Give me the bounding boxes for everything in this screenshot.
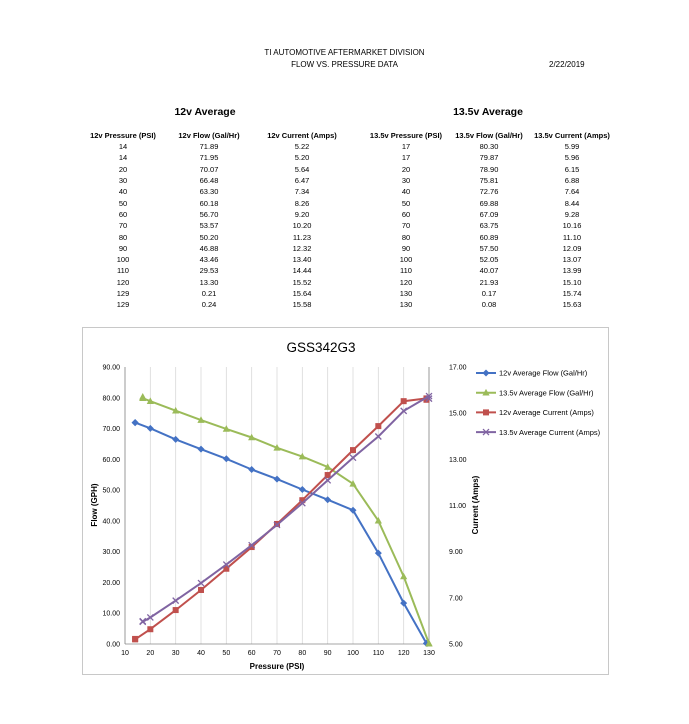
table-cell: 40 (118, 187, 128, 197)
data-point (223, 455, 230, 462)
header-line-1: TI AUTOMOTIVE AFTERMARKET DIVISION (264, 48, 425, 57)
chart-title: GSS342G3 (286, 340, 356, 355)
table-cell: 15.10 (562, 277, 582, 287)
table-cell: 57.50 (479, 243, 499, 253)
table-cell: 6.88 (564, 176, 580, 186)
table-cell: 69.88 (479, 198, 499, 208)
table-header: 13.5v Flow (Gal/Hr) (455, 131, 523, 140)
table-header: 12v Flow (Gal/Hr) (178, 131, 240, 140)
y-tick-label: 40.00 (102, 518, 120, 526)
table-cell: 80 (401, 232, 411, 242)
header-line-2: FLOW VS. PRESSURE DATA (291, 60, 398, 69)
data-point (198, 446, 205, 453)
table-cell: 13.99 (562, 266, 582, 276)
x-tick-label: 120 (397, 650, 410, 657)
table-cell: 70 (401, 221, 411, 231)
table-cell: 46.88 (199, 243, 219, 253)
data-point (401, 398, 407, 404)
x-tick-label: 100 (347, 650, 359, 657)
table-cell: 50 (401, 198, 411, 208)
data-point (375, 423, 381, 429)
y-tick-label: 10.00 (102, 610, 120, 618)
y-tick-label: 60.00 (102, 456, 120, 464)
table-header: 12v Pressure (PSI) (90, 131, 156, 140)
table-cell: 60.89 (479, 232, 499, 242)
table-cell: 100 (116, 255, 130, 265)
table-cell: 14 (118, 153, 128, 163)
table-cell: 72.76 (479, 187, 499, 197)
data-point (132, 636, 138, 642)
table-cell: 15.52 (292, 277, 312, 287)
y2-tick-label: 11.00 (449, 503, 466, 510)
table-cell: 50 (118, 198, 128, 208)
y-tick-label: 70.00 (102, 426, 120, 434)
data-point (140, 619, 146, 625)
table-cell: 14.44 (292, 266, 312, 276)
table-cell: 17 (401, 153, 411, 163)
table-cell: 15.74 (562, 289, 582, 298)
x-tick-label: 10 (121, 650, 129, 657)
data-point (350, 447, 356, 453)
legend-label: 13.5v Average Flow (Gal/Hr) (499, 388, 594, 398)
table-cell: 0.17 (481, 289, 497, 298)
x-tick-label: 90 (323, 650, 332, 657)
table-cell: 71.95 (199, 153, 219, 163)
table-cell: 100 (399, 255, 413, 265)
table-cell: 14 (118, 142, 128, 152)
table-cell: 12.09 (562, 243, 582, 253)
y-tick-label: 0.00 (106, 641, 120, 649)
y2-tick-label: 15.00 (449, 410, 467, 418)
data-point (173, 607, 179, 613)
x-tick-label: 40 (197, 650, 205, 657)
x-axis-label: Pressure (PSI) (249, 662, 305, 671)
legend-label: 12v Average Current (Amps) (499, 408, 594, 418)
y2-tick-label: 7.00 (449, 595, 463, 603)
x-tick-label: 60 (247, 650, 256, 657)
y-tick-label: 90.00 (102, 364, 120, 372)
table-cell: 7.34 (294, 187, 310, 197)
table-cell: 5.20 (294, 153, 310, 163)
y-axis-label: Flow (GPH) (90, 483, 99, 527)
table-cell: 5.96 (564, 153, 580, 163)
table-cell: 13.30 (199, 277, 219, 287)
table-cell: 53.57 (199, 221, 219, 231)
report-date: 2/22/2019 (549, 60, 585, 69)
data-point (147, 626, 153, 632)
table-cell: 21.93 (479, 277, 499, 287)
table-cell: 8.44 (564, 198, 580, 208)
y-tick-label: 80.00 (102, 395, 120, 403)
table-cell: 130 (399, 289, 413, 298)
table-cell: 52.05 (479, 255, 499, 265)
table-cell: 6.15 (564, 164, 580, 174)
table-cell: 20 (401, 164, 411, 174)
table-cell: 5.99 (564, 142, 580, 152)
legend-marker (483, 409, 489, 415)
table-cell: 9.28 (564, 209, 580, 219)
x-tick-label: 80 (298, 650, 307, 657)
table-cell: 13.07 (562, 255, 582, 265)
table-cell: 8.26 (294, 198, 310, 208)
y-tick-label: 20.00 (102, 579, 120, 587)
table-cell: 80.30 (479, 142, 499, 152)
x-tick-label: 30 (171, 650, 180, 657)
table-cell: 17 (401, 142, 411, 152)
table-cell: 90 (118, 243, 128, 253)
table-cell: 80 (118, 232, 128, 242)
x-tick-label: 110 (372, 650, 384, 657)
y2-tick-label: 13.00 (449, 456, 467, 464)
table-cell: 110 (400, 266, 412, 276)
x-tick-label: 50 (222, 650, 231, 657)
data-point (172, 436, 179, 443)
table-cell: 90 (401, 243, 411, 253)
table-cell: 30 (118, 176, 128, 186)
table-cell: 15.58 (292, 300, 312, 310)
y2-tick-label: 17.00 (449, 364, 467, 372)
table-cell: 60.18 (199, 198, 219, 208)
legend-marker (483, 370, 490, 377)
x-tick-label: 20 (146, 650, 155, 657)
y2-axis-label: Current (Amps) (471, 475, 480, 535)
x-tick-label: 130 (423, 650, 435, 657)
table-cell: 50.20 (199, 232, 219, 242)
table-cell: 60 (401, 209, 411, 219)
table-cell: 10.16 (562, 221, 582, 231)
table-cell: 9.20 (294, 209, 310, 219)
table-cell: 7.64 (564, 187, 580, 197)
table-cell: 63.30 (199, 187, 219, 197)
data-point (400, 573, 407, 580)
data-point (147, 425, 154, 432)
table-cell: 110 (117, 266, 129, 276)
table-cell: 70 (118, 221, 128, 231)
data-point (299, 486, 306, 493)
table-cell: 66.48 (199, 176, 219, 186)
series-line-3 (143, 396, 429, 622)
table-cell: 70.07 (199, 164, 219, 174)
legend-label: 13.5v Average Current (Amps) (499, 427, 601, 437)
table-cell: 40.07 (479, 266, 499, 276)
table-cell: 11.23 (292, 232, 312, 242)
legend-label: 12v Average Flow (Gal/Hr) (499, 368, 588, 378)
table-cell: 15.63 (562, 300, 582, 310)
data-point (248, 466, 255, 473)
table-cell: 13.40 (292, 255, 312, 265)
table-cell: 10.20 (292, 221, 312, 231)
x-tick-label: 70 (273, 650, 281, 657)
series-line-1 (143, 397, 429, 644)
table-cell: 67.09 (479, 209, 499, 219)
table-cell: 129 (116, 300, 130, 310)
table-cell: 78.90 (479, 164, 499, 174)
table-13v-title: 13.5v Average (453, 106, 523, 118)
table-cell: 5.22 (294, 142, 310, 152)
table-cell: 120 (399, 277, 413, 287)
table-cell: 5.64 (294, 164, 310, 174)
table-cell: 60 (118, 209, 128, 219)
table-cell: 20 (118, 164, 128, 174)
table-cell: 0.21 (201, 289, 217, 298)
table-cell: 63.75 (479, 221, 499, 231)
table-cell: 120 (116, 277, 130, 287)
data-point (198, 587, 204, 593)
table-cell: 130 (399, 300, 413, 310)
y-tick-label: 50.00 (102, 487, 120, 495)
table-cell: 71.89 (199, 142, 219, 152)
table-cell: 40 (401, 187, 411, 197)
data-point (324, 496, 331, 503)
table-cell: 30 (401, 176, 411, 186)
table-cell: 75.81 (479, 176, 499, 186)
data-point (274, 476, 281, 483)
y-tick-label: 30.00 (102, 549, 120, 557)
table-12v-title: 12v Average (174, 106, 236, 118)
series-line-0 (135, 423, 426, 644)
table-cell: 0.08 (481, 300, 497, 310)
table-header: 12v Current (Amps) (267, 131, 337, 140)
table-header: 13.5v Pressure (PSI) (369, 131, 443, 140)
y2-tick-label: 5.00 (449, 641, 463, 649)
table-cell: 129 (116, 289, 130, 298)
table-cell: 11.10 (562, 232, 582, 242)
table-header: 13.5v Current (Amps) (534, 131, 610, 140)
table-cell: 15.64 (292, 289, 312, 298)
table-cell: 56.70 (199, 209, 219, 219)
table-cell: 0.24 (201, 300, 217, 310)
table-cell: 6.47 (294, 176, 310, 186)
table-cell: 79.87 (479, 153, 499, 163)
y2-tick-label: 9.00 (449, 549, 463, 557)
table-cell: 12.32 (292, 243, 312, 253)
table-cell: 43.46 (199, 255, 219, 265)
table-cell: 29.53 (199, 266, 219, 276)
data-point (132, 419, 139, 426)
